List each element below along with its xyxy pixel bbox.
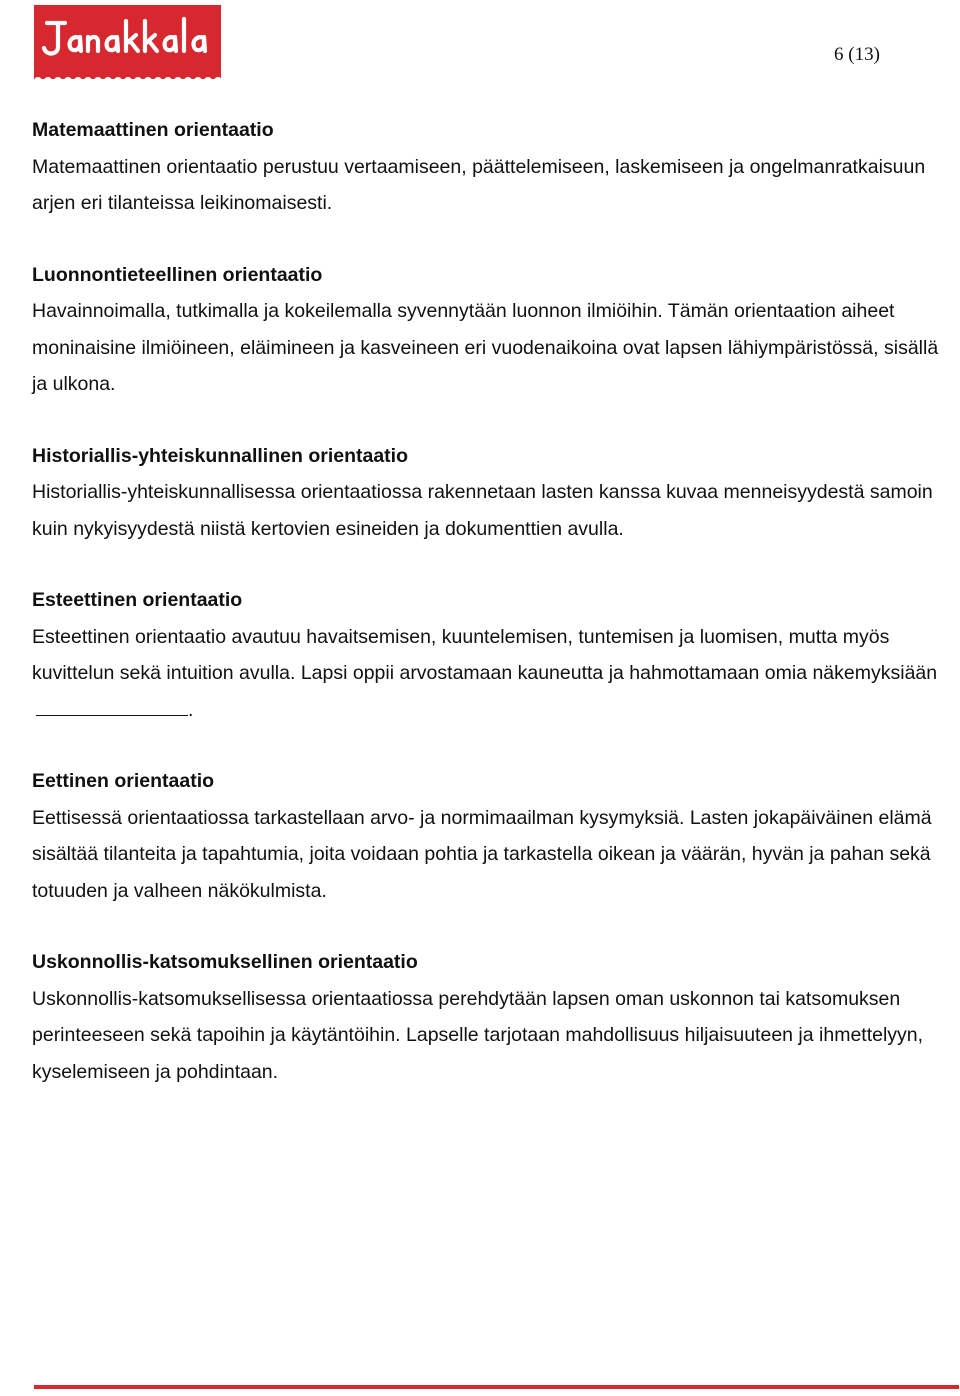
logo-wordmark xyxy=(44,19,205,54)
section-luonnontieteellinen xyxy=(32,257,957,403)
paragraph-end-punctuation: . xyxy=(188,698,194,721)
fill-in-blank-line xyxy=(36,714,188,716)
section-eettinen xyxy=(32,763,957,909)
section-paragraph: Uskonnollis-katsomuksellisessa orientaatiossa perehdytään lapsen oman uskonnon tai katsomuksen perinteeseen sekä tapoihin ja käytäntöihin. Lapselle tarjotaan mahdollisuus hiljaisuuteen ja ihmettelyyn, kyselemiseen ja pohdintaan. xyxy=(32,987,924,1083)
section-heading: Historiallis-yhteiskunnallinen orientaatio xyxy=(32,444,408,467)
section-paragraph: Havainnoimalla, tutkimalla ja kokeilemalla syvennytään luonnon ilmiöihin. Tämän orientaation aiheet moninaisine ilmiöineen, eläimineen ja kasveineen eri vuodenaikoina ovat lapsen lähiympäristössä, sisällä ja ulkona. xyxy=(32,300,939,395)
document-body xyxy=(32,112,957,1125)
section-heading: Matemaattinen orientaatio xyxy=(32,119,274,141)
footer-rule xyxy=(34,1385,959,1389)
section-paragraph: Eettisessä orientaatiossa tarkastellaan arvo- ja normimaailman kysymyksiä. Lasten jokapäiväinen elämä sisältää tilanteita ja tapahtumia, joita voidaan pohtia ja tarkastella oikean ja väärän, hyvän ja pahan sekä totuuden ja valheen näkökulmista. xyxy=(32,806,932,902)
section-paragraph: Matemaattinen orientaatio perustuu vertaamiseen, päättelemiseen, laskemiseen ja ongelmanratkaisuun arjen eri tilanteissa leikinomaisesti. xyxy=(32,155,926,214)
section-paragraph xyxy=(32,619,957,729)
section-uskonnollis-katsomuksellinen xyxy=(32,944,957,1090)
logo-graphic xyxy=(34,5,221,79)
section-heading: Eettinen orientaatio xyxy=(32,770,215,792)
paragraph-text: Esteettinen orientaatio avautuu havaitsemisen, kuuntelemisen, tuntemisen ja luomisen, mutta myös kuvittelun sekä intuition avulla. Lapsi oppii arvostamaan kauneutta ja hahmottamaan omia näkemyksiään xyxy=(32,625,938,684)
page-number: 6 (13) xyxy=(834,44,880,65)
logo-scallop-edge xyxy=(34,77,221,79)
section-esteettinen xyxy=(32,582,957,728)
section-heading: Luonnontieteellinen orientaatio xyxy=(32,263,323,286)
section-matemaattinen xyxy=(32,112,957,222)
janakkala-logo xyxy=(34,5,221,79)
section-heading: Esteettinen orientaatio xyxy=(32,589,243,611)
section-heading: Uskonnollis-katsomuksellinen orientaatio xyxy=(32,951,418,973)
section-historiallis-yhteiskunnallinen xyxy=(32,438,957,548)
section-paragraph: Historiallis-yhteiskunnallisessa orientaatiossa rakennetaan lasten kanssa kuvaa menneisyydestä samoin kuin nykyisyydestä niistä kertovien esineiden ja dokumenttien avulla. xyxy=(32,481,933,540)
